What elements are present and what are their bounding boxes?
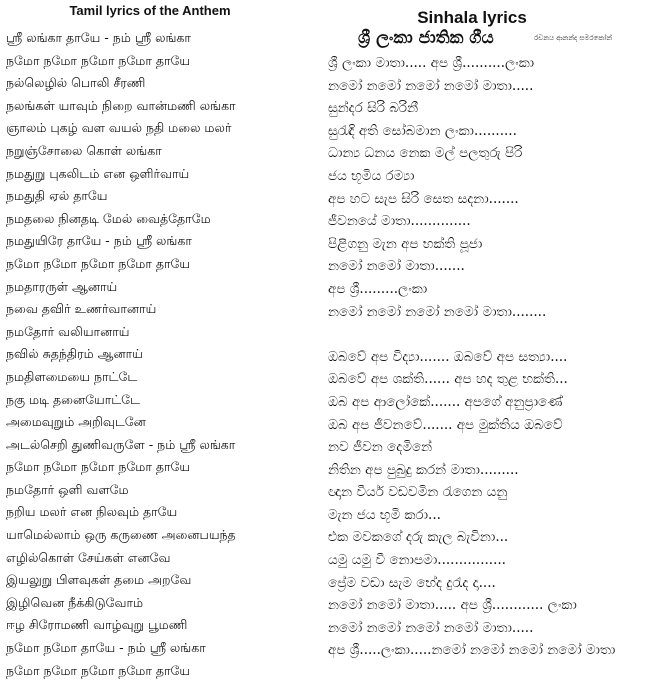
sinhala-lyric-line: ඔබ අප ආලෝකේ....... අපගේ අනුප්‍රාණේ <box>328 393 563 410</box>
sinhala-title: Sinhala lyrics <box>417 8 527 27</box>
tamil-lyric-line: ஈழ சிரோமணி வாழ்வுறு பூமணி <box>6 617 188 633</box>
tamil-lyric-line: நவில் சுதந்திரம் ஆனாய் <box>6 346 143 362</box>
tamil-lyric-line: நமதோர் ஒளி வளமே <box>6 481 129 497</box>
sinhala-heading-row <box>322 28 665 52</box>
sinhala-lyric-line: ජය භූමිය රම්‍යා <box>328 167 415 184</box>
tamil-lyric-line: நகு மடி தனையோட்டே <box>6 391 140 407</box>
tamil-lyric-line: நறிய மலர் என நிலவும் தாயே <box>6 504 178 520</box>
tamil-lyric-line: இழிவென நீக்கிடுவோம் <box>6 594 144 610</box>
tamil-lyric-line: இயலுறு பிளவுகள் தமை அறவே <box>6 572 192 588</box>
sinhala-lyric-line: ඔබවේ අප විද්‍යා....... ඔබවේ අප සත්‍යා.... <box>328 348 568 365</box>
sinhala-lyric-line: නමෝ නමෝ නමෝ නමෝ මාතා..... <box>328 77 534 94</box>
sinhala-lyric-line <box>322 323 665 346</box>
tamil-lyric-line: நமோ நமோ நமோ நமோ தாயே <box>6 255 191 271</box>
sinhala-lyric-line: ප්‍රේම වඩා සැම භේද දුරැද දා.... <box>328 574 496 591</box>
tamil-lyric-line: நமதுயிரே தாயே - நம் ஸ்ரீ லங்கா <box>6 233 192 249</box>
tamil-lyric-line: நமோ நமோ நமோ நமோ தாயே <box>6 52 191 68</box>
tamil-lyrics-list <box>0 21 322 682</box>
tamil-lyric-line: நமதிளமையை நாட்டே <box>6 368 138 384</box>
sinhala-credit: රචනය ආනන්ද සමරකෝන් <box>534 34 613 42</box>
sinhala-lyric-line: ජීවනයේ මාතා.............. <box>328 213 471 230</box>
sinhala-lyric-line: ඔබවේ අප ශක්ති...... අප හද තුළ භක්ති... <box>328 371 568 388</box>
tamil-lyric-line: யாமெல்லாம் ஒரு கருணை அனைபயந்த <box>6 527 236 543</box>
tamil-lyric-line: நலங்கள் யாவும் நிறை வான்மணி லங்கா <box>6 97 236 113</box>
sinhala-lyrics-list <box>322 52 665 662</box>
sinhala-lyric-line: නමෝ නමෝ මාතා....... <box>328 258 465 275</box>
tamil-title: Tamil lyrics of the Anthem <box>69 3 231 18</box>
sinhala-lyric-line: ධාන්‍ය ධනය නෙක මල් පලතුරු පිරි <box>328 145 523 162</box>
sinhala-lyric-line: සුරැඳි අති සෝබමාන ලංකා.......... <box>328 122 517 139</box>
tamil-lyric-line: ஸ்ரீ லங்கா தாயே - நம் ஸ்ரீ லங்கா <box>6 30 191 45</box>
sinhala-lyric-line: ඥාන වීර්ය වඩවමින රැගෙන යනු <box>328 484 508 501</box>
sinhala-lyric-line: යමු යමු වී නොපමා................ <box>328 552 506 569</box>
tamil-lyric-line: நமதாரருள் ஆனாய் <box>6 278 118 294</box>
sinhala-lyric-line: ඔබ අප ජීවනවේ....... අප මුක්තිය ඔබවේ <box>328 416 563 433</box>
tamil-lyric-line: நமதலை நினதடி மேல் வைத்தோமே <box>6 210 211 226</box>
tamil-lyric-line: நமதோர் வலியானாய் <box>6 323 130 339</box>
tamil-lyric-line: நமோ நமோ நமோ நமோ தாயே <box>6 459 191 475</box>
tamil-lyric-line: நமோ நமோ தாயே - நம் ஸ்ரீ லங்கா <box>6 640 206 656</box>
tamil-lyric-line: எழில்கொள் சேய்கள் எனவே <box>6 549 171 565</box>
sinhala-lyric-line: අප ශ්‍රී.........ලංකා <box>328 280 428 297</box>
sinhala-lyric-line: ශ්‍රී ලංකා මාතා..... අප ශ්‍රී..........ලංකා <box>328 55 535 71</box>
tamil-lyric-line: அமைவுறும் அறிவுடனே <box>6 414 146 430</box>
sinhala-lyric-line: එක මවකගේ දරු කැල බැවිනා... <box>328 529 509 546</box>
sinhala-lyric-line: සුන්දර සිරි බරිනී <box>328 100 419 117</box>
tamil-lyric-line: அடல்செறி துணிவருளே - நம் ஸ்ரீ லங்கா <box>6 436 236 452</box>
sinhala-heading: ශ්‍රී ලංකා ජාතික ගීය <box>358 28 494 48</box>
sinhala-lyric-line: නිතින අප පුබුදු කරන් මාතා......... <box>328 461 519 478</box>
sinhala-lyric-line: මැන ජය භූමි කරා... <box>328 506 441 523</box>
sinhala-lyric-line: අප හට සැප සිරි සෙත සදනා....... <box>328 190 519 207</box>
sinhala-lyric-line: නමෝ නමෝ නමෝ නමෝ මාතා..... <box>328 619 534 636</box>
tamil-lyric-line: நல்லெழில் பொலி சீரணி <box>6 75 146 91</box>
tamil-lyric-line: நவை தவிர் உணர்வானாய் <box>6 301 157 317</box>
sinhala-lyric-line: නමෝ නමෝ මාතා..... අප ශ්‍රී............ ලංකා <box>328 597 577 614</box>
sinhala-lyric-line: පිළිගනු මැන අප භක්ති පූජා <box>328 235 483 252</box>
tamil-lyric-line: ஞாலம் புகழ் வள வயல் நதி மலை மலர் <box>6 120 232 136</box>
tamil-lyrics-column <box>0 0 322 682</box>
tamil-lyric-line: நறுஞ்சோலை கொள் லங்கா <box>6 142 162 158</box>
tamil-lyric-line: நமதுதி ஏல் தாயே <box>6 188 108 204</box>
sinhala-lyrics-column <box>322 0 665 662</box>
sinhala-lyric-line: නමෝ නමෝ නමෝ නමෝ මාතා........ <box>328 303 547 320</box>
tamil-lyric-line: நமதுறு புகலிடம் என ஒளிர்வாய் <box>6 165 190 181</box>
sinhala-lyric-line: නව ජීවන දෙමිනේ <box>328 439 433 456</box>
tamil-lyric-line: நமோ நமோ நமோ நமோ தாயே <box>6 662 191 678</box>
sinhala-lyric-line: අප ශ්‍රී.....ලංකා.....නමෝ නමෝ නමෝ නමෝ මාතා <box>328 642 616 659</box>
